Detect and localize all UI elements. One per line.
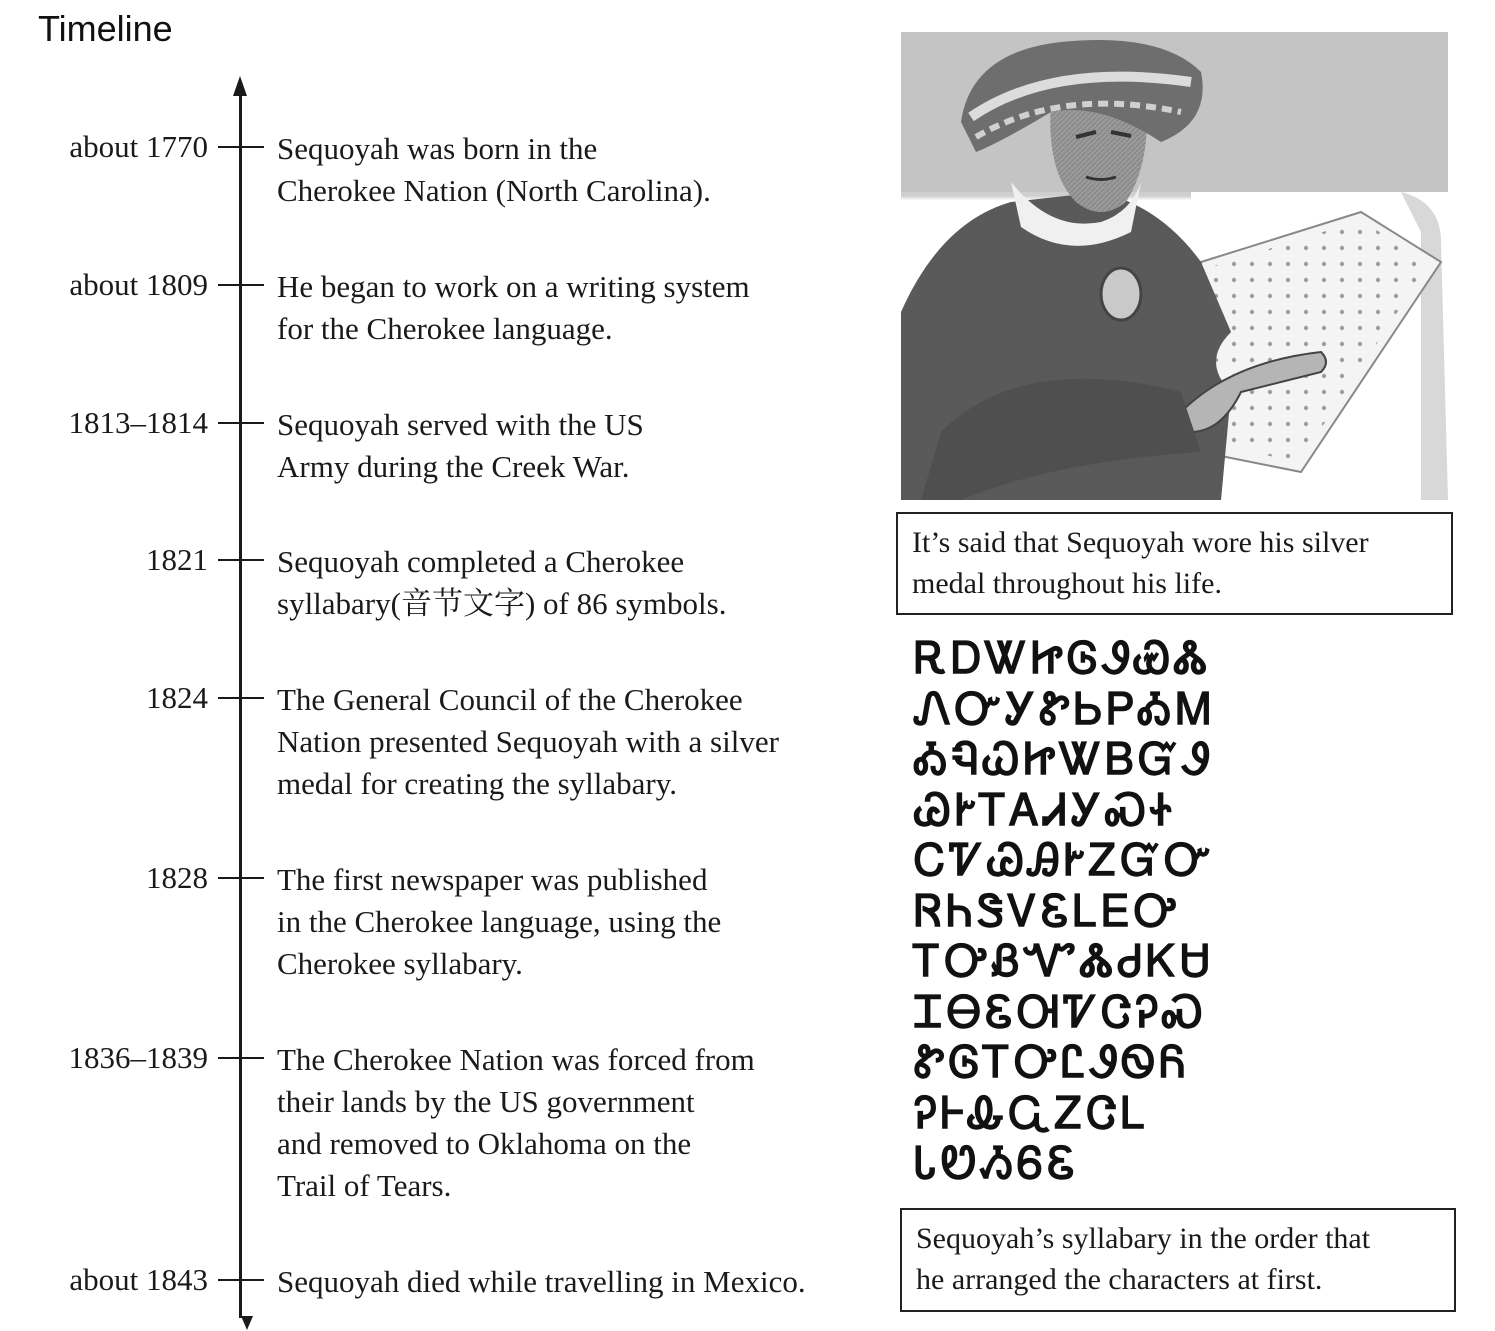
event-date: 1828: [146, 860, 208, 895]
timeline-arrow-down-icon: [241, 1316, 253, 1330]
event-date: 1813–1814: [68, 405, 208, 440]
syllabary-row: ᏓᏬᏱᏮᏋ: [914, 1138, 1080, 1189]
event-date: about 1770: [69, 129, 208, 164]
event-tick: [218, 284, 264, 286]
syllabary-row: ᏊᎨᎢᎪᏗᎩᏍᏐ: [914, 784, 1177, 836]
event-date: about 1843: [69, 1262, 208, 1297]
syllabary-row: ᏑᎶᎢᎤᏝᏭᏫᏲ: [914, 1037, 1190, 1088]
timeline-axis: [239, 92, 242, 1318]
event-description: The General Council of the Cherokee Nation presented Sequoyah with a silver medal for creating the syllabary.: [277, 682, 779, 801]
syllabary-row: ᎮᎰᎲᏩᏃᏣᏞ: [914, 1087, 1150, 1139]
syllabary-row: ᏟᏤᏊᎯᎨᏃᏳᏅ: [914, 835, 1215, 886]
sequoyah-portrait: [901, 32, 1448, 500]
syllabary-row: ᏒᏂᏕᏙᏋᏞᎬᎤ: [914, 885, 1181, 937]
syllabary-row: ᎡᎠᏔᏥᎶᏭᏯᏜ: [914, 633, 1212, 684]
page-title: Timeline: [38, 8, 173, 49]
event-tick: [218, 422, 264, 424]
event-description: The first newspaper was published in the Cherokee language, using the Cherokee syllabary.: [277, 862, 722, 981]
event-description: He began to work on a writing system for the Cherokee language.: [277, 269, 750, 346]
medal-caption: It’s said that Sequoyah wore his silver medal throughout his life.: [896, 512, 1453, 615]
event-description: Sequoyah completed a Cherokee syllabary(音节文字) of 86 symbols.: [277, 544, 727, 621]
portrait-image-icon: [901, 32, 1448, 500]
event-tick: [218, 877, 264, 879]
event-description: Sequoyah died while travelling in Mexico.: [277, 1264, 806, 1299]
event-date: about 1809: [69, 267, 208, 302]
event-description: Sequoyah served with the US Army during the Creek War.: [277, 407, 644, 484]
event-tick: [218, 559, 264, 561]
syllabary-row: ᎣᏄᏇᏥᏔᏴᏳᏭ: [914, 734, 1214, 785]
syllabary-row: ᎢᎤᏰᏉᏜᏧᏦᏌ: [914, 936, 1214, 987]
event-date: 1821: [146, 542, 208, 577]
syllabary-row: ᏆᎾᏋᎺᏤᏣᎮᏍ: [914, 986, 1207, 1038]
event-tick: [218, 1057, 264, 1059]
event-description: The Cherokee Nation was forced from their lands by the US government and removed to Oklahoma on the Trail of Tears.: [277, 1042, 755, 1203]
event-tick: [218, 146, 264, 148]
syllabary-row: ᏁᏅᎩᏑᏏᏢᎣᎷ: [914, 683, 1215, 735]
event-tick: [218, 697, 264, 699]
event-date: 1836–1839: [68, 1040, 208, 1075]
event-description: Sequoyah was born in the Cherokee Nation (North Carolina).: [277, 131, 711, 208]
event-date: 1824: [146, 680, 208, 715]
syllabary-caption: Sequoyah’s syllabary in the order that he arranged the characters at first.: [900, 1208, 1456, 1312]
cherokee-syllabary-chart: [914, 634, 1444, 1190]
event-tick: [218, 1279, 264, 1281]
